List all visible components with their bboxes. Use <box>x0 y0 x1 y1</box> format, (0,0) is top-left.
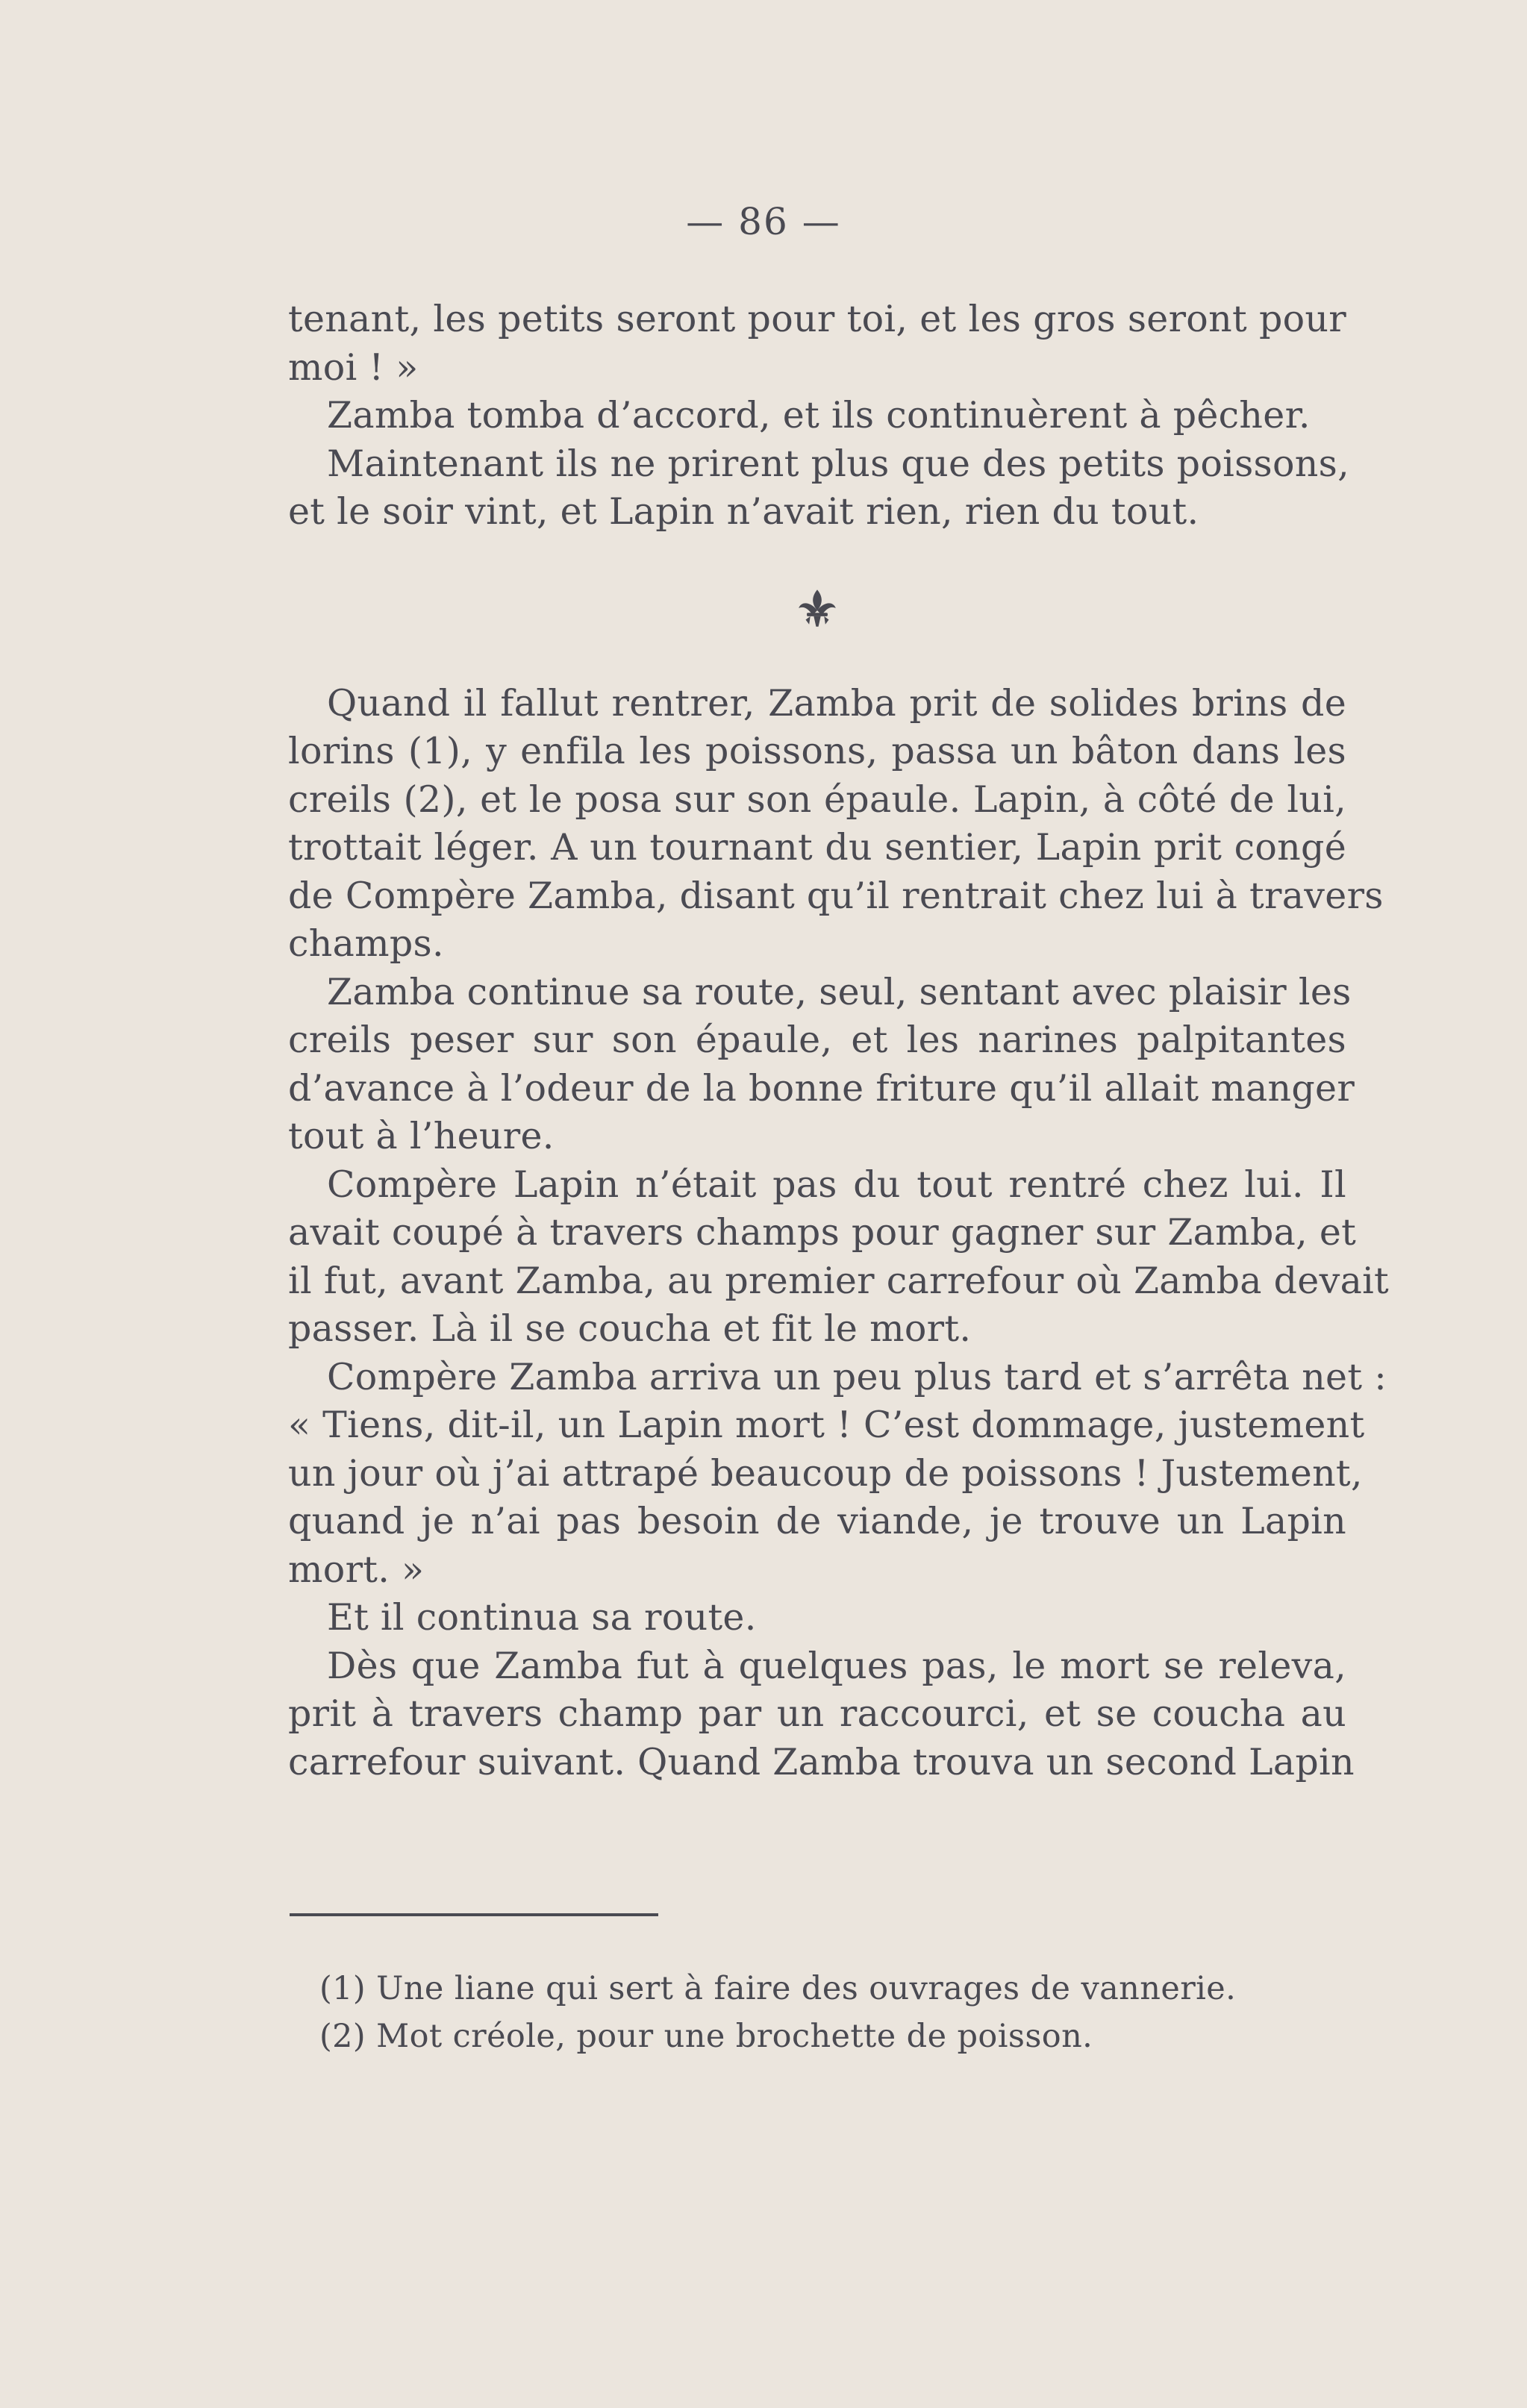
text-line: carrefour suivant. Quand Zamba trouva un second Lapin <box>288 1740 1355 1783</box>
footnote-separator <box>290 1913 658 1916</box>
footnote: (2) Mot créole, pour une brochette de poisson. <box>319 2018 1093 2055</box>
page-number: — 86 — <box>686 200 841 243</box>
footnotes <box>319 1965 1334 2060</box>
text-line: champs. <box>288 922 444 965</box>
text-line: mort. » <box>288 1548 425 1591</box>
text-line: d’avance à l’odeur de la bonne friture qu’il allait manger <box>288 1066 1355 1110</box>
text-line: quand je n’ai pas besoin de viande, je trouve un Lapin <box>288 1500 1346 1542</box>
text-line: tenant, les petits seront pour toi, et les gros seront pour <box>288 298 1346 340</box>
text-line: Et il continua sa route. <box>327 1596 757 1639</box>
text-line: prit à travers champ par un raccourci, et se coucha au <box>288 1692 1346 1735</box>
text-line: tout à l’heure. <box>288 1115 555 1157</box>
text-line: de Compère Zamba, disant qu’il rentrait chez lui à travers <box>288 874 1384 917</box>
text-line: Quand il fallut rentrer, Zamba prit de solides brins de <box>327 681 1346 725</box>
text-line: un jour où j’ai attrapé beaucoup de poissons ! Justement, <box>288 1451 1363 1495</box>
text-line: avait coupé à travers champs pour gagner sur Zamba, et <box>288 1211 1357 1254</box>
text-line: « Tiens, dit-il, un Lapin mort ! C’est dommage, justement <box>288 1404 1365 1446</box>
fleur-de-lis-ornament-icon <box>794 585 840 631</box>
text-line: Zamba tomba d’accord, et ils continuèrent à pêcher. <box>327 394 1311 437</box>
section-ornament <box>288 537 1346 680</box>
text-line: Dès que Zamba fut à quelques pas, le mort se releva, <box>327 1644 1346 1687</box>
text-line: Compère Zamba arriva un peu plus tard et s’arrêta net : <box>327 1355 1387 1398</box>
main-text <box>288 295 1390 1786</box>
text-line: creils (2), et le posa sur son épaule. Lapin, à côté de lui, <box>288 778 1346 821</box>
text-line: et le soir vint, et Lapin n’avait rien, rien du tout. <box>288 490 1199 533</box>
footnote: (1) Une liane qui sert à faire des ouvrages de vannerie. <box>319 1970 1237 2007</box>
text-line: trottait léger. A un tournant du sentier, Lapin prit congé <box>288 826 1346 869</box>
text-line: lorins (1), y enfila les poissons, passa un bâton dans les <box>288 730 1346 772</box>
text-line: il fut, avant Zamba, au premier carrefour où Zamba devait <box>288 1259 1390 1302</box>
text-line: Zamba continue sa route, seul, sentant avec plaisir les <box>327 970 1352 1013</box>
text-line: Compère Lapin n’était pas du tout rentré chez lui. Il <box>327 1163 1346 1206</box>
text-line: creils peser sur son épaule, et les narines palpitantes <box>288 1019 1346 1061</box>
text-line: moi ! » <box>288 345 419 389</box>
text-line: passer. Là il se coucha et fit le mort. <box>288 1307 972 1350</box>
text-line: Maintenant ils ne prirent plus que des petits poissons, <box>327 442 1349 485</box>
